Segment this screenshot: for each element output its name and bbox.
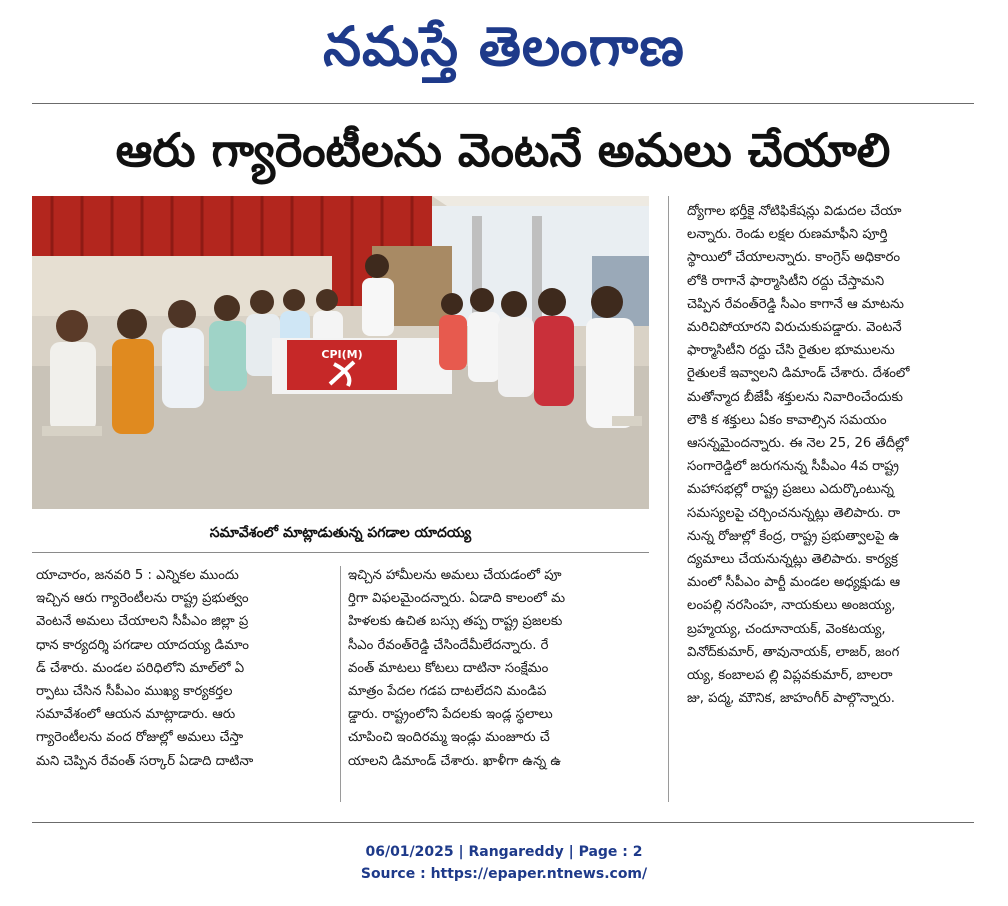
text-line: డ్ చేశారు. మండల పరిధిలోని మాల్‌లో ఏ [36,660,245,676]
text-line: సంగారెడ్డిలో జరుగనున్న సీపీఎం 4వ రాష్ట్ర [687,459,899,475]
photo-caption: సమావేశంలో మాట్లాడుతున్న పగడాల యాదయ్య [209,525,472,541]
footer-edition-info: 06/01/2025 | Rangareddy | Page : 2 [365,844,643,860]
text-line: ధాన కార్యదర్శి పగడాల యాదయ్య డిమాం [36,637,249,653]
top-rule [32,103,974,104]
text-line: వెంటనే అమలు చేయాలని సీపీఎం జిల్లా ప్ర [36,614,249,630]
text-line: స్థాయిలో చేయాలన్నారు. కాంగ్రెస్ అధికారం [687,250,901,266]
column-divider-1 [340,566,341,802]
masthead-title: నమస్తే తెలంగాణ [323,14,685,78]
article-photo [32,196,649,509]
text-line: ఇచ్చిన ఆరు గ్యారెంటీలను రాష్ట్ర ప్రభుత్వం [36,591,249,607]
caption-rule [32,552,649,553]
text-line: లంపల్లి నరసింహ, నాయకులు అంజయ్య, [687,598,896,614]
banner-label: CPI(M) [321,348,363,361]
text-line: జు, పద్మ, మౌనిక, జాహంగీర్ పాల్గొన్నారు. [687,691,895,707]
text-line: మతోన్మాద బీజేపీ శక్తులను నివారించేందుకు [687,389,903,405]
text-line: వంత్ మాటలు కోటలు దాటినా సంక్షేమం [348,660,549,676]
text-line: హిళలకు ఉచిత బస్సు తప్ప రాష్ట్ర ప్రజలకు [348,614,563,630]
text-line: గ్యారెంటీలను వంద రోజుల్లో అమలు చేస్తా [36,730,244,746]
text-line: బ్రహ్మయ్య, చందూనాయక్, వెంకటయ్య, [687,621,886,637]
column-divider-2 [668,196,669,802]
text-line: లోకి రాగానే ఫార్మాసిటీని రద్దు చేస్తామని [687,273,885,289]
text-line: యాలని డిమాండ్ చేశారు. ఖాళీగా ఉన్న ఉ [348,753,561,769]
article-column-2 [348,564,645,773]
text-line: చెప్పిన రేవంత్‌రెడ్డి సీఎం కాగానే ఆ మాటను [687,296,904,312]
text-line: ఫార్మాసిటీని రద్దు చేసి రైతుల భూములను [687,343,895,359]
text-line: సమస్యలపై చర్చించనున్నట్లు తెలిపారు. రా [687,505,901,521]
text-line: ఇచ్చిన హామీలను అమలు చేయడంలో పూ [348,568,562,583]
text-line: నున్న రోజుల్లో కేంద్ర, రాష్ట్ర ప్రభుత్వాలపై ఉ [687,528,900,544]
text-line: లన్నారు. రెండు లక్షల రుణమాఫీని పూర్తి [687,227,888,243]
text-line: ద్యోగాల భర్తీకై నోటిఫికేషన్లు విడుదల చేయా [687,204,902,219]
text-line: సమావేశంలో ఆయన మాట్లాడారు. ఆరు [36,707,236,723]
bottom-rule [32,822,974,823]
text-line: మరిచిపోయారని విరుచుకుపడ్డారు. వెంటనే [687,320,902,336]
text-line: చూపించి ఇందిరమ్మ ఇండ్లు మంజూరు చే [348,730,550,746]
text-line: ఆసన్నమైందన్నారు. ఈ నెల 25, 26 తేదీల్లో [687,436,909,452]
article-headline: ఆరు గ్యారెంటీలను వెంటనే అమలు చేయాలి [115,123,891,177]
text-line: డ్డారు. రాష్ట్రంలోని పేదలకు ఇండ్ల స్థలాలు [348,707,553,723]
text-line: సీఎం రేవంత్‌రెడ్డి చేసిందేమీలేదన్నారు. రే [348,637,549,653]
text-line: మాత్రం పేదల గడప దాటలేదని మండిప [348,684,547,700]
text-line: రైతులకే ఇవ్వాలని డిమాండ్ చేశారు. దేశంలో [687,366,910,382]
footer-source-link[interactable]: Source : https://epaper.ntnews.com/ [360,866,648,882]
text-line: ర్పాటు చేసిన సీపీఎం ముఖ్య కార్యకర్తల [36,684,233,700]
text-line: ద్యమాలు చేయనున్నట్లు తెలిపారు. కార్యక్ర [687,552,898,568]
article-column-1 [36,564,332,773]
text-line: లౌకి క శక్తులు ఏకం కావాల్సిన సమయం [687,412,887,428]
text-line: మంలో సీపీఎం పార్టీ మండల అధ్యక్షుడు ఆ [687,575,901,591]
text-line: ర్తిగా విఫలమైందన్నారు. ఏడాది కాలంలో మ [348,591,566,607]
text-line: వినోద్‌కుమార్, తావునాయక్, లాజర్, జంగ [687,644,900,660]
article-column-3 [687,200,974,710]
text-line: య్య, కంబాలప ల్లి విప్లవకుమార్, బాలరా [687,668,893,684]
text-line: మని చెప్పిన రేవంత్ సర్కార్ ఏడాది దాటినా [36,753,254,769]
text-line: మహాసభల్లో రాష్ట్ర ప్రజలు ఎదుర్కొంటున్న [687,482,894,498]
text-line: యాచారం, జనవరి 5 : ఎన్నికల ముందు [36,568,239,583]
